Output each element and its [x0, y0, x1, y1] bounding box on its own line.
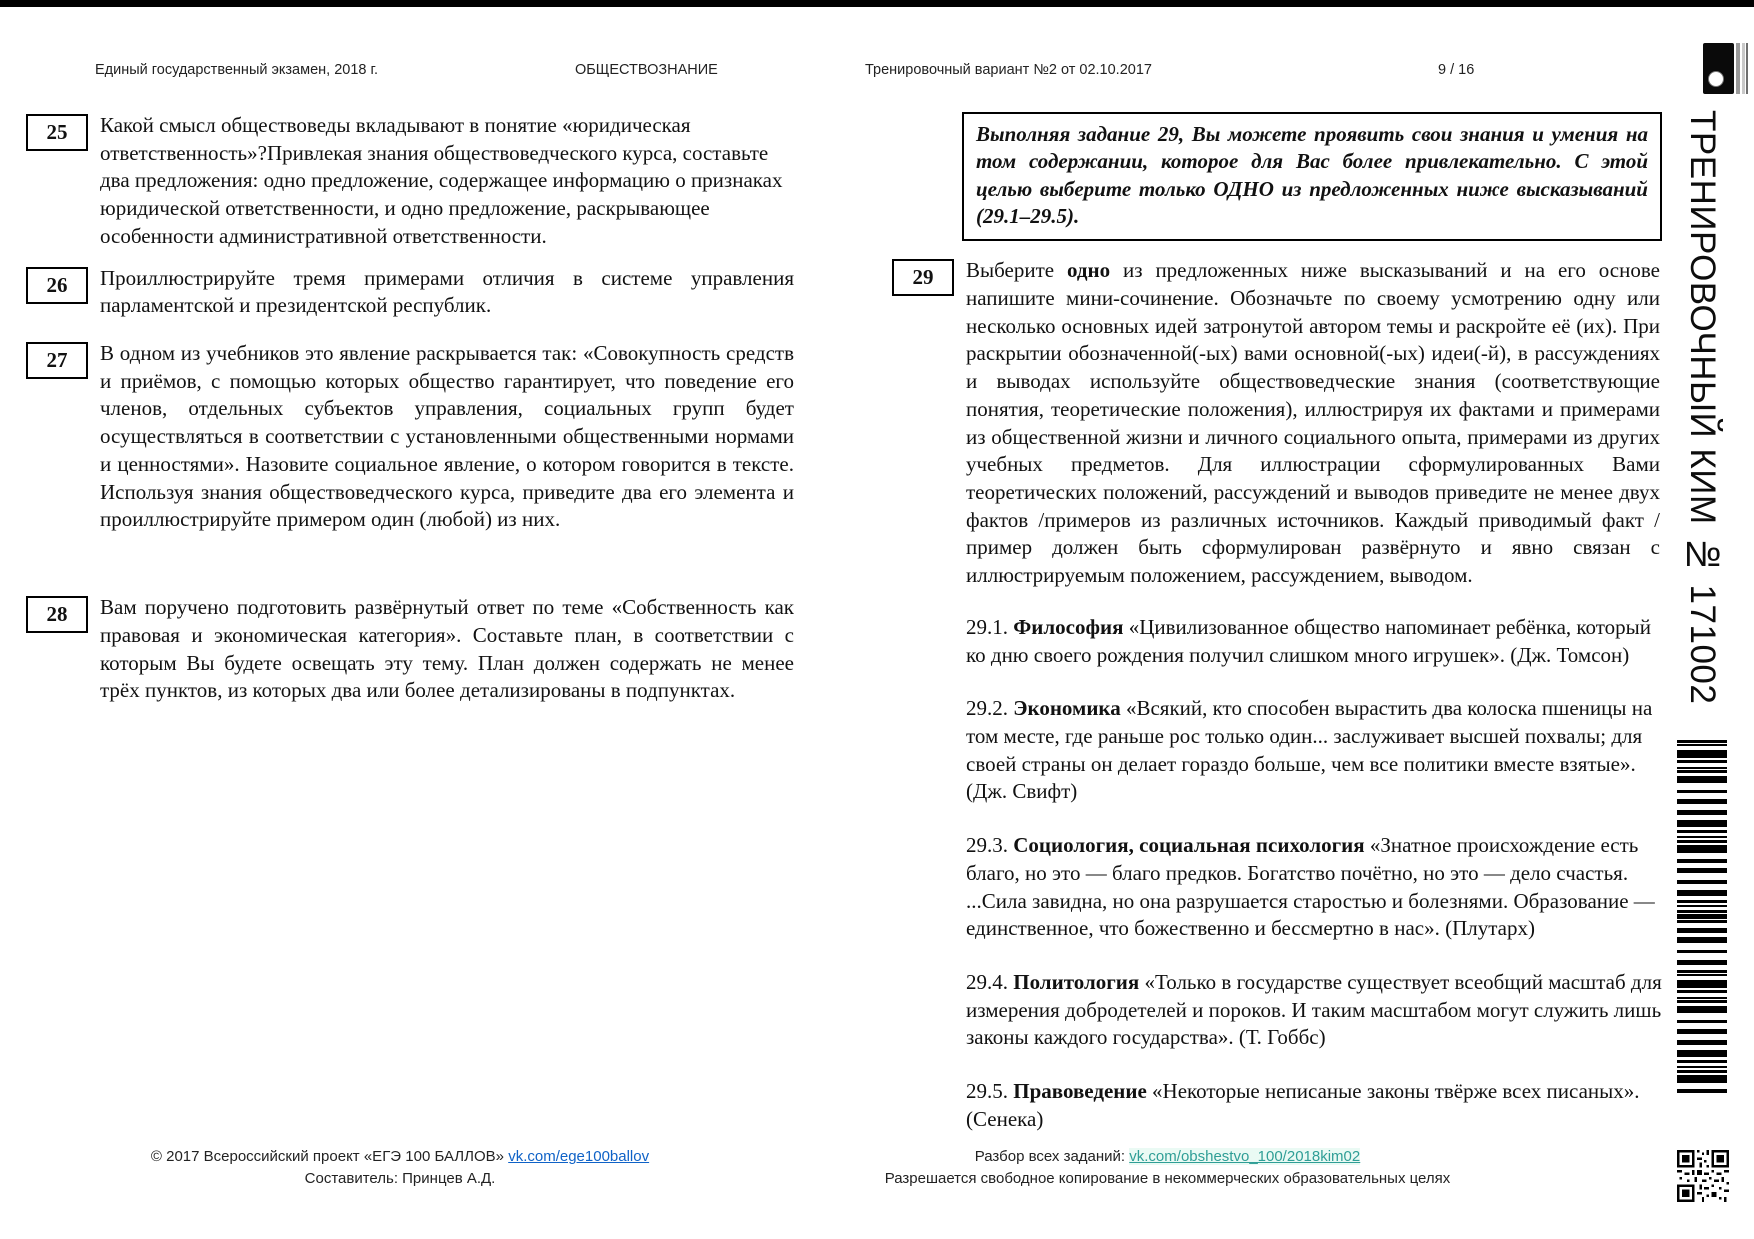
task-28-number-box [26, 596, 88, 633]
task-28-text: Вам поручено подготовить развёрнутый ответ по теме «Собственность как правовая и экономическая категория». Составьте план, в соответствии с которым Вы будете освещать эту тему. План должен содержать не менее трёх пунктов, из которых два или более детализированы в подпунктах. [100, 595, 794, 703]
task-25-number: 25 [46, 120, 68, 144]
footer-right-line2: Разрешается свободное копирование в некоммерческих образовательных целях [884, 1169, 1451, 1187]
essay-option-29-4: 29.4. Политология «Только в государстве существует всеобщий масштаб для измерения добродетелей и пороков. И таким масштабом могут служить лишь законы каждого государства». (Т. Гоббс) [966, 970, 1662, 1050]
task-26 [26, 265, 796, 320]
task-29-bold-word: одно [1066, 258, 1111, 283]
task-26-number-box [26, 267, 88, 304]
task-28 [26, 594, 796, 705]
footer-right-link[interactable]: vk.com/obshestvo_100/2018kim02 [1129, 1148, 1361, 1165]
kim-vertical-label: ТРЕНИРОВОЧНЫЙ КИМ № 171002 [1683, 110, 1722, 705]
task-29-number: 29 [912, 265, 934, 290]
footer-left-link[interactable]: vk.com/ege100ballov [508, 1148, 650, 1165]
page-number: 9 / 16 [1438, 62, 1475, 78]
essay-option-subject: Философия [1013, 614, 1124, 639]
task-28-number: 28 [46, 602, 68, 627]
qr-code [1677, 1150, 1729, 1202]
task-29-notice-box: Выполняя задание 29, Вы можете проявить свои знания и умения на том содержании, которое для Вас более привлекательно. С этой целью выберите только ОДНО из предложенных ниже высказываний (29.1–29.5). [962, 112, 1662, 241]
essay-option-subject: Экономика [1013, 696, 1121, 721]
task-26-number: 26 [46, 272, 68, 297]
task-25 [26, 112, 796, 251]
task-27-number: 27 [46, 348, 68, 373]
footer-right [855, 1146, 1480, 1190]
task-25-number-box [26, 114, 88, 151]
task-27-text: В одном из учебников это явление раскрывается так: «Совокупность средств и приёмов, с помощью которых общество гарантирует, что поведение его членов, отдельных субъектов управления, социальных групп будет осуществляться в соответствии с установленными общественными нормами и ценностями». Назовите социальное явление, о котором говорится в тексте. Используя знания обществоведческого курса, приведите два его элемента и проиллюстрируйте примером один (любой) из них. [100, 341, 794, 532]
essay-option-subject: Правоведение [1013, 1079, 1147, 1104]
task-29 [892, 257, 1667, 590]
essay-option-subject: Политология [1013, 970, 1140, 994]
essay-option-29-3: 29.3. Социология, социальная психология «Знатное происхождение есть благо, но это — благо предков. Богатство почётно, но это — дело счастья. ...Сила завидна, но она разрушается старостью и болезнями. Образование — единственное, что божественно и бессмертно в нас». (Плутарх) [966, 833, 1655, 941]
ege100ballov-logo-icon [1703, 43, 1748, 94]
task-25-text: Какой смысл обществоведы вкладывают в понятие «юридическая ответственность»?Привлекая знания обществоведческого курса, составьте два предложения: одно предложение, содержащее информацию о признаках юридической ответственности, и одно предложение, раскрывающее особенности административной ответственности. [100, 113, 783, 248]
right-column [892, 112, 1667, 1160]
header-subject: ОБЩЕСТВОЗНАНИЕ [575, 62, 718, 78]
essay-option-29-5: 29.5. Правоведение «Некоторые неписаные законы твёрже всех писаных». (Сенека) [966, 1079, 1640, 1131]
essay-options-list [966, 614, 1664, 1134]
footer-left [130, 1146, 670, 1190]
task-26-text: Проиллюстрируйте тремя примерами отличия в системе управления парламентской и президентской республик. [100, 265, 794, 318]
footer-left-line1: © 2017 Всероссийский проект «ЕГЭ 100 БАЛЛОВ» vk.com/ege100ballov [150, 1148, 650, 1165]
task-29-number-box [892, 259, 954, 296]
task-27 [26, 340, 796, 534]
footer-left-line2: Составитель: Принцев А.Д. [304, 1169, 496, 1187]
footer-right-line1: Разбор всех заданий: vk.com/obshestvo_100/2018kim02 [974, 1148, 1361, 1165]
page-top-border [0, 0, 1754, 7]
essay-option-29-2: 29.2. Экономика «Всякий, кто способен вырастить два колоска пшеницы на том месте, где раньше рос только один... заслуживает высшей похвалы; для своей страны он делает гораздо больше, чем все политики вместе взятые». (Дж. Свифт) [966, 696, 1653, 804]
barcode [1677, 740, 1727, 1095]
essay-option-29-1: 29.1. Философия «Цивилизованное общество напоминает ребёнка, который ко дню своего рождения получил слишком много игрушек». (Дж. Томсон) [966, 614, 1651, 667]
header-variant: Тренировочный вариант №2 от 02.10.2017 [865, 62, 1152, 78]
left-column [26, 112, 796, 705]
header-exam-title: Единый государственный экзамен, 2018 г. [95, 62, 379, 78]
task-29-text: Выберите одно из предложенных ниже высказываний и на его основе напишите мини-сочинение. Обозначьте по своему усмотрению одну или несколько основных идей затронутой автором темы и раскройте её (их). При раскрытии обозначенной(-ых) вами основной(-ых) идеи(-й), в рассуждениях и выводах используйте обществоведческие знания (соответствующие понятия, теоретические положения), иллюстрируя их фактами и примерами из общественной жизни и личного социального опыта, примерами из других учебных предметов. Для иллюстрации сформулированных Вами теоретических положений, рассуждений и выводов приведите не менее двух фактов /примеров из различных источников. Каждый приводимый факт / пример должен быть сформулирован развёрнуто и явно связан с иллюстрируемым положением, рассуждением, выводом. [966, 258, 1660, 588]
task-27-number-box [26, 342, 88, 379]
essay-option-subject: Социология, социальная психология [1013, 833, 1365, 858]
